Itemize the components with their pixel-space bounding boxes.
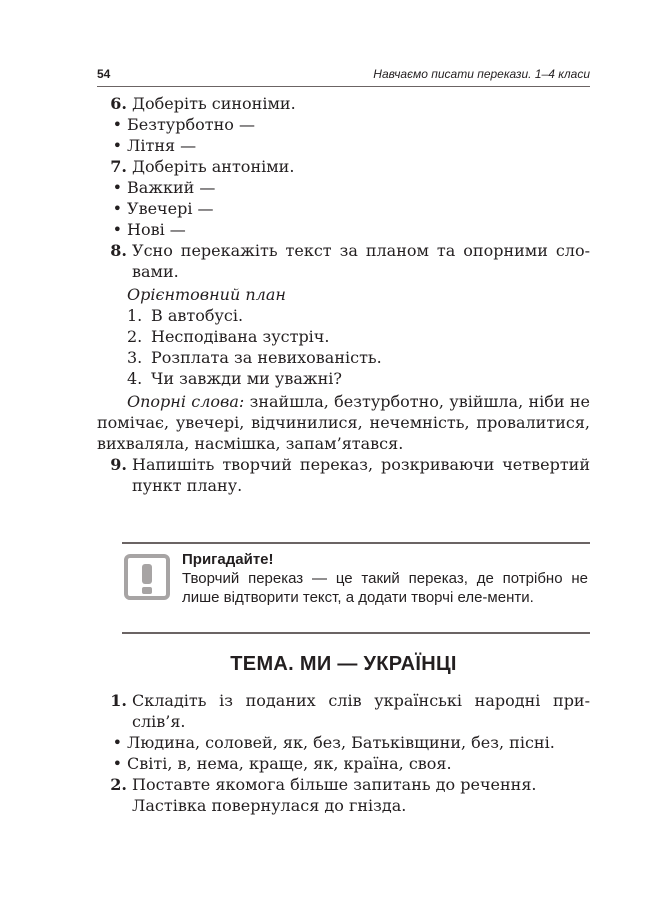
plan-item: 2. Несподівана зустріч.: [127, 327, 330, 346]
bullet-item: • Безтурботно —: [112, 115, 255, 134]
bullet-item: • Світі, в, нема, краще, як, країна, своя.: [112, 754, 452, 773]
task-7: [97, 156, 590, 240]
task-text: Усно перекажіть текст за планом та опорними сло-вами.: [132, 241, 590, 281]
task-9: [97, 454, 590, 496]
theme-exercises: [97, 690, 590, 816]
task-6: [97, 93, 590, 156]
plan-item: 1. В автобусі.: [127, 306, 244, 325]
task-text: Напишіть творчий переказ, розкриваючи четвертий пункт плану.: [132, 455, 590, 495]
task-text: Доберіть синоніми.: [132, 94, 296, 113]
bullet-item: • Увечері —: [112, 199, 214, 218]
page-header: [97, 64, 590, 87]
task-number: 6.: [110, 94, 127, 113]
page-number: 54: [97, 67, 111, 81]
keywords-paragraph: [97, 391, 590, 454]
section-heading: ТЕМА. МИ — УКРАЇНЦІ: [230, 653, 457, 675]
exclamation-icon: [124, 554, 170, 600]
task-text: Доберіть антоніми.: [132, 157, 295, 176]
running-title: Навчаємо писати перекази. 1–4 класи: [373, 67, 590, 81]
bullet-item: • Важкий —: [112, 178, 216, 197]
task-number: 9.: [110, 455, 127, 474]
task-number: 8.: [110, 241, 127, 260]
task-text: Складіть із поданих слів українські народні при-слів’я.: [132, 691, 590, 731]
task-8: [97, 240, 590, 454]
exercises-block: [97, 93, 590, 496]
theme-task-1: [97, 690, 590, 774]
plan-title: Орієнтовний план: [127, 285, 286, 304]
task-number: 7.: [110, 157, 127, 176]
bullet-item: • Літня —: [112, 136, 197, 155]
keywords-text: знайшла, безтурботно, увійшла, ніби не помічає, увечері, відчинилися, нечемність, провалитися, вихваляла, насмішка, запам’ятався.: [97, 392, 591, 453]
task-sentence: Ластівка повернулася до гнізда.: [132, 796, 407, 815]
plan-item: 3. Розплата за невихованість.: [127, 348, 382, 367]
bullet-item: • Людина, соловей, як, без, Батьківщини, без, пісні.: [112, 733, 555, 752]
bullet-item: • Нові —: [112, 220, 186, 239]
remember-title: Пригадайте!: [182, 551, 274, 568]
task-text: Поставте якомога більше запитань до речення.: [132, 775, 537, 794]
keywords-label: Опорні слова:: [127, 392, 245, 411]
plan-item: 4. Чи завжди ми уважні?: [127, 369, 342, 388]
task-number: 1.: [110, 691, 127, 710]
remember-text: Творчий переказ — це такий переказ, де потрібно не лише відтворити текст, а додати творчі еле-менти.: [182, 570, 588, 606]
remember-box: [122, 542, 590, 634]
theme-task-2: [97, 774, 590, 816]
task-number: 2.: [110, 775, 127, 794]
